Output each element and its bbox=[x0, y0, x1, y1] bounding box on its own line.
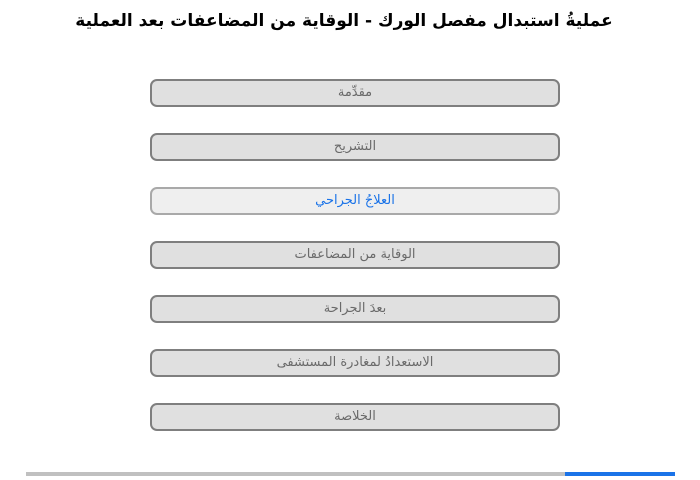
section-menu bbox=[150, 79, 560, 457]
page-title: عمليةُ استبدال مفصل الورك - الوقاية من المضاعفات بعد العملية bbox=[75, 11, 613, 31]
menu-button-preparing-to-leave-hospital[interactable]: الاستعدادُ لمغادرة المستشفى bbox=[150, 349, 560, 377]
menu-button-introduction[interactable]: مقدِّمة bbox=[150, 79, 560, 107]
menu-button-surgical-treatment[interactable]: العلاجُ الجراحي bbox=[150, 187, 560, 215]
menu-button-preventing-complications[interactable]: الوقاية من المضاعفات bbox=[150, 241, 560, 269]
progress-bar-fill bbox=[565, 472, 675, 476]
menu-button-anatomy[interactable]: التشريح bbox=[150, 133, 560, 161]
menu-button-summary[interactable]: الخلاصة bbox=[150, 403, 560, 431]
menu-button-after-surgery[interactable]: بعدَ الجراحة bbox=[150, 295, 560, 323]
progress-bar bbox=[26, 472, 675, 476]
